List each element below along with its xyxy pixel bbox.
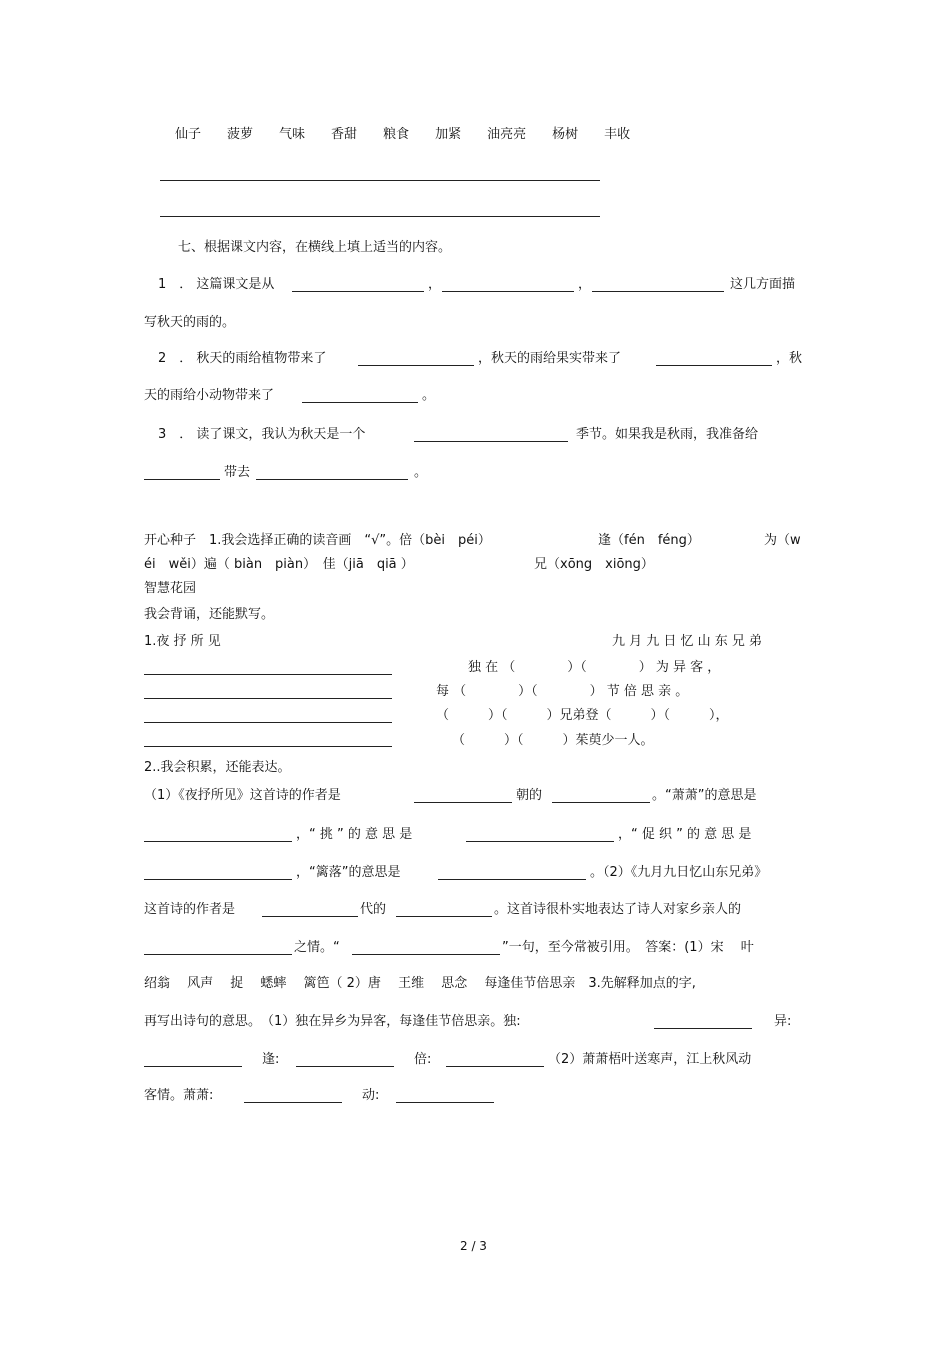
blank[interactable] [358, 353, 474, 366]
blank[interactable] [414, 429, 568, 442]
word-item: 气味 [279, 127, 306, 142]
blank[interactable] [144, 467, 220, 480]
answer-line[interactable] [144, 710, 392, 723]
pinyin-question: 开心种子 1.我会选择正确的读音画 “√”。倍（bèi péi） [144, 533, 491, 548]
page: 仙子 菠萝 气味 香甜 粮食 加紧 油亮亮 杨树 丰收 七、根据课文内容，在横线上填上适当的内容。 1 ． 这篇课文是从 ， ， 这几方面描 写秋天的雨的。 2 ． 秋天的雨给植物带来了 ，秋天的雨给果实带来了 ，秋 天的雨给小动物带来了 。 3 ． 读了课文，我认为秋天是一个 季节。如果我是秋雨，我准备给 带去 。 开心种子 1.我会选择正确的读音画 “√”。倍（bèi péi） 逢（fén féng） 为（w éi wěi）遍（ biàn piàn） 佳（jiā qiā ） 兄（xōng xiōng） 智慧花园 我会背诵，还能默写。 1.夜 抒 所 见 九 月 九 日 忆 山 东 兄 弟 独 在 （ ）（ ） 为 异 客 ， 每 （ ）（ ） 节 倍 思 亲 。 （ ）（ ）兄弟登（ ）（ ）， （ ）（ ）茱萸少一人。 2..我会积累，还能表达。 （1）《夜抒所见》这首诗的作者是 朝的 。“萧萧”的意思是 ，“ 挑 ” 的 意 思 是 ，“ 促 织 ” 的 意 思 是 ，“篱落”的意思是 。（2）《九月九日忆山东兄弟》 这首诗的作者是 代的 。这首诗很朴实地表达了诗人对家乡亲人的 之情。“ ”一句，至今常被引用。 答案：(1）宋 叶 绍翁 风声 捉 蟋蟀 篱笆（ 2）唐 王维 思念 每逢佳节倍思亲 3.先解释加点的字, 再写出诗句的意思。 （1）独在异乡为异客，每逢佳节倍思亲。独: 异: 逢: 倍: （2）萧萧梧叶送寒声，江上秋风动 客情。萧萧: 动: 2 / 3 [144, 127, 803, 1253]
answer-line[interactable] [144, 662, 392, 675]
q7-item-2: 2 ． 秋天的雨给植物带来了 [158, 351, 327, 366]
answer-line[interactable] [144, 686, 392, 699]
word-item: 杨树 [552, 127, 579, 142]
blank[interactable] [302, 390, 418, 403]
word-item: 油亮亮 [487, 127, 527, 142]
blank[interactable] [352, 942, 500, 955]
answer-key: 绍翁 风声 捉 蟋蟀 篱笆（ 2）唐 王维 思念 每逢佳节倍思亲 3.先解释加点的字, [144, 976, 696, 991]
word-item: 丰收 [604, 127, 631, 142]
blank[interactable] [144, 942, 292, 955]
blank[interactable] [466, 829, 614, 842]
answer-line[interactable] [160, 216, 600, 217]
q7-item-3: 3 ． 读了课文，我认为秋天是一个 [158, 427, 366, 442]
answer-line[interactable] [160, 180, 600, 181]
blank[interactable] [414, 790, 512, 803]
poem-title: 1.夜 抒 所 见 [144, 634, 221, 649]
blank[interactable] [438, 867, 586, 880]
poem-title: 九 月 九 日 忆 山 东 兄 弟 [612, 634, 763, 649]
blank[interactable] [244, 1090, 342, 1103]
word-list [175, 127, 656, 143]
blank[interactable] [592, 279, 724, 292]
blank[interactable] [256, 467, 408, 480]
word-item: 菠萝 [227, 127, 254, 142]
word-item: 仙子 [175, 127, 202, 142]
word-item: 粮食 [383, 127, 410, 142]
blank[interactable] [144, 1054, 242, 1067]
section-title: 七、根据课文内容，在横线上填上适当的内容。 [178, 240, 452, 255]
section-title: 2..我会积累，还能表达。 [144, 760, 291, 775]
blank[interactable] [292, 279, 424, 292]
blank[interactable] [262, 904, 358, 917]
blank[interactable] [144, 829, 292, 842]
blank[interactable] [656, 353, 772, 366]
section-heading: 智慧花园 [144, 581, 197, 596]
word-item: 香甜 [331, 127, 358, 142]
blank[interactable] [296, 1054, 394, 1067]
blank[interactable] [654, 1016, 752, 1029]
blank[interactable] [442, 279, 574, 292]
page-number: 2 / 3 [460, 1239, 487, 1253]
blank[interactable] [396, 904, 492, 917]
word-item: 加紧 [435, 127, 462, 142]
q7-item-1: 1 ． 这篇课文是从 [158, 277, 275, 292]
blank[interactable] [552, 790, 650, 803]
blank[interactable] [396, 1090, 494, 1103]
blank[interactable] [144, 867, 292, 880]
answer-line[interactable] [144, 734, 392, 747]
blank[interactable] [446, 1054, 544, 1067]
